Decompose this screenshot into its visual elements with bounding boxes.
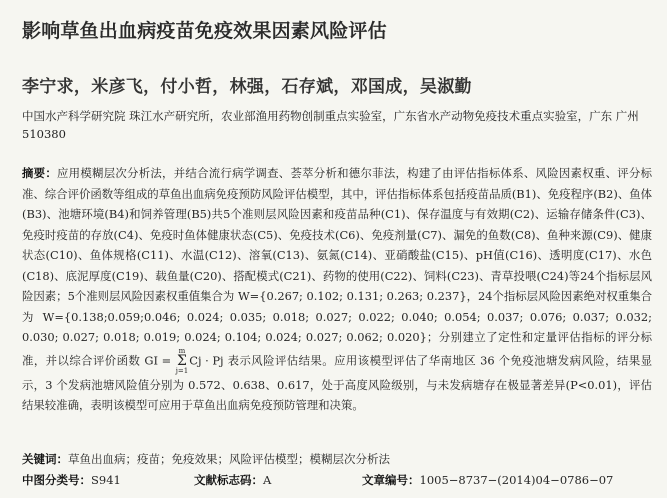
keywords <box>22 451 652 467</box>
formula-rhs: Cj · Pj <box>189 353 224 367</box>
article-number-label: 文章编号： <box>362 473 420 487</box>
sum-lower-limit: j=1 <box>175 366 189 375</box>
sum-upper-limit: m <box>178 346 186 355</box>
document-code-label: 文献标志码： <box>194 473 263 487</box>
paper-title: 影响草鱼出血病疫苗免疫效果因素风险评估 <box>22 20 387 42</box>
document-code-field <box>194 472 271 488</box>
formula-lhs: GI = <box>144 353 175 367</box>
summation-symbol <box>176 348 189 375</box>
author-list: 李宁求，米彦飞，付小哲，林强，石存斌，邓国成，吴淑勤 <box>22 77 472 97</box>
sigma-glyph: Σ <box>177 352 187 369</box>
evaluation-formula <box>144 348 223 375</box>
abstract-label: 摘要： <box>22 166 58 180</box>
abstract-text-part1: 应用模糊层次分析法，并结合流行病学调查、荟萃分析和德尔菲法，构建了由评估指标体系、风险因素权重、评分标准、综合评价函数等组成的草鱼出血病免疫预防风险评估模型，其中，评估指标体系包括疫苗品质(B1)、免疫程序(B2)、鱼体(B3)、池塘环境(B4)和饲养管理(B5)共5个准则层风险因素和疫苗品种(C1)、保存温度与有效期(C2)、运输存储条件(C3)、免疫时疫苗的存放(C4)、免疫时鱼体健康状态(C5)、免疫技术(C6)、免疫剂量(C7)、漏免的鱼数(C8)、鱼种来源(C9)、健康状态(C10)、鱼体规格(C11)、水温(C12)、溶氧(C13)、氨氮(C14)、亚硝酸盐(C15)、pH值(C16)、透明度(C17)、水色(C18)、底泥厚度(C19)、载鱼量(C20)、搭配模式(C21)、药物的使用(C22)、饲料(C23)、青草投喂(C24)等24个指标层风险因素；5个准则层风险因素权重值集合为 W={0.267; 0.102; 0.131; 0.263; 0.237}，24个指标层风险因素绝对权重集合为 W={0.138;0.059;0.046; 0.024; 0.035; 0.018; 0.027; 0.022; 0.040; 0.054; 0.037; 0.076; 0.037; 0.032; 0.030; 0.027; 0.018; 0.019; 0.024; 0.104; 0.024; 0.027; 0.062; 0.020}；分别建立了定性和定量评估指标的评分标准，并以综合评价函数 <box>22 166 652 367</box>
article-number-field <box>362 472 613 488</box>
abstract-text-part2: 表示风险评估结果。应用该模型评估了华南地区 36 个免疫池塘发病风险，结果显示，3 个发病池塘风险值分别为 0.572、0.638、0.617，处于高度风险级别，与未发病塘存在极显著差异(P<0.01)，评估结果较准确，表明该模型可应用于草鱼出血病免疫预防管理和决策。 <box>22 353 653 412</box>
clc-label: 中图分类号： <box>22 473 91 487</box>
abstract <box>22 163 652 416</box>
clc-field <box>22 472 121 488</box>
affiliation: 中国水产科学研究院 珠江水产研究所，农业部渔用药物创制重点实验室，广东省水产动物免疫技术重点实验室，广东 广州 510380 <box>22 109 639 141</box>
document-code-value: A <box>263 473 272 487</box>
article-number-value: 1005−8737−(2014)04−0786−07 <box>419 473 614 487</box>
keywords-label: 关键词： <box>22 452 68 466</box>
clc-value: S941 <box>91 473 121 487</box>
keywords-text: 草鱼出血病；疫苗；免疫效果；风险评估模型；模糊层次分析法 <box>68 452 390 466</box>
